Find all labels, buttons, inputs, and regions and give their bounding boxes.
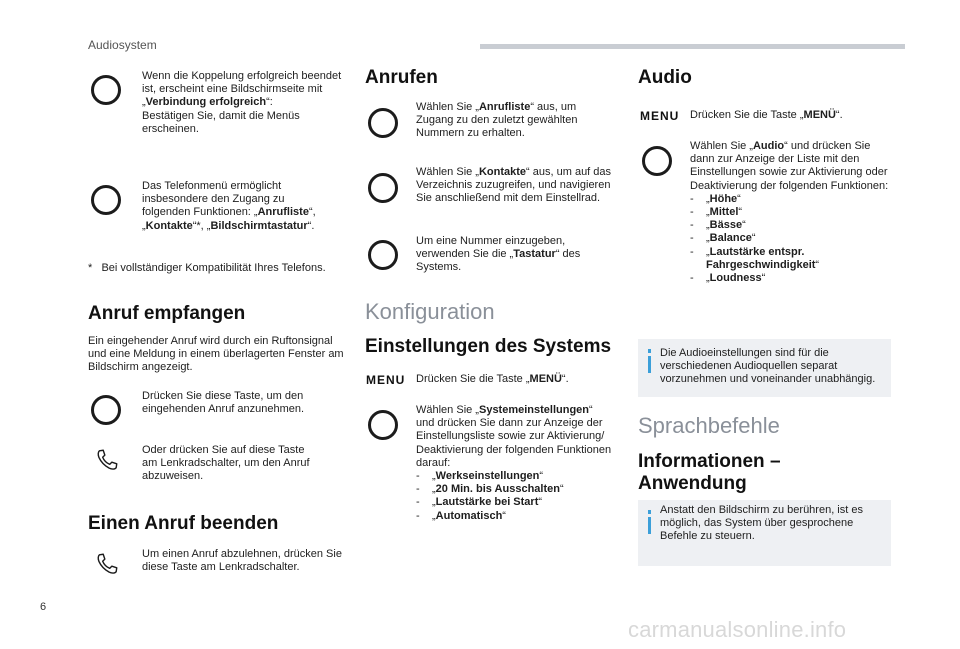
call-list-text: Wählen Sie „Anrufliste“ aus, um Zugang zu den zuletzt gewählten Nummern zu erhalten. [416, 101, 578, 140]
list-item: - „Bässe“ [690, 219, 746, 232]
heading-configuration: Konfiguration [365, 299, 495, 324]
end-call-text: Um einen Anruf abzulehnen, drücken Sie diese Taste am Lenkradschalter. [142, 548, 342, 574]
contacts-text: Wählen Sie „Kontakte“ aus, um auf das Verzeichnis zuzugreifen, und navigieren Sie anschließend mit dem Einstellrad. [416, 166, 612, 205]
phone-handset-icon [94, 447, 120, 473]
list-item: - „Höhe“ [690, 192, 741, 205]
page-number: 6 [40, 601, 47, 613]
section-title-end: Einen Anruf beenden [88, 513, 279, 534]
receive-knob-text: Drücken Sie diese Taste, um den eingehenden Anruf anzunehmen. [142, 390, 305, 416]
list-item: - „Mittel“ [690, 206, 743, 219]
section-title-receive: Anruf empfangen [88, 303, 246, 324]
menu-button-label: MENU [640, 109, 680, 123]
phone-handset-icon [94, 551, 120, 577]
footnote: * Bei vollständiger Kompatibilität Ihres Telefons. [88, 262, 326, 274]
pairing-text: Wenn die Koppelung erfolgreich beendet ist, erscheint eine Bildschirmseite mit „Verbindung erfolgreich“: Bestätigen Sie, damit die Menüs erscheinen. [142, 70, 342, 135]
header-bar [480, 44, 905, 49]
receive-intro: Ein eingehender Anruf wird durch ein Ruftonsignal und eine Meldung in einem überlagerten Fenster am Bildschirm angezeigt. [88, 335, 344, 374]
rotary-knob-icon [368, 410, 398, 440]
watermark: carmanualsonline.info [628, 617, 847, 642]
info-box-audio: Die Audioeinstellungen sind für die verschiedenen Audioquellen separat vorzunehmen und voneinander unabhängig. [638, 339, 891, 397]
header-title: Audiosystem [88, 38, 157, 52]
audio-settings-text: Wählen Sie „Audio“ und drücken Sie dann zur Anzeige der Liste mit den Einstellungen sowie zur Aktivierung oder Deaktivierung der folgenden Funktionen: - „Höhe“ - „Mittel“ - „Bässe“ - „Balance“ - „Lautstärke entspr. Fahrgeschwindigkeit“ - „Loudness“ [690, 140, 895, 285]
section-title-system-settings: Einstellungen des Systems [365, 336, 612, 357]
info-box-voice: Anstatt den Bildschirm zu berühren, ist es möglich, das System über gesprochene Befehle zu steuern. [638, 500, 891, 566]
press-menu-text: Drücken Sie die Taste „MENÜ“. [416, 373, 569, 385]
list-item: - „Lautstärke bei Start“ [416, 496, 543, 509]
list-item: - „Loudness“ [690, 272, 766, 285]
rotary-knob-icon [368, 108, 398, 138]
list-item: - „Lautstärke entspr. Fahrgeschwindigkeit“ [690, 245, 820, 271]
section-title-call: Anrufen [365, 67, 438, 88]
rotary-knob-icon [642, 146, 672, 176]
rotary-knob-icon [368, 240, 398, 270]
list-item: - „Werkseinstellungen“ [416, 470, 544, 483]
section-title-audio: Audio [638, 67, 692, 88]
rotary-knob-icon [91, 395, 121, 425]
info-icon [648, 349, 651, 373]
system-settings-text: Wählen Sie „Systemeinstellungen“ und drücken Sie dann zur Anzeige der Einstellungsliste sowie zur Aktivierung/ Deaktivierung der folgenden Funktionen darauf: - „Werkseinstellungen“ - „20 Min. bis Ausschalten“ - „Lautstärke bei Start“ - „Automatisch“ [416, 404, 621, 523]
rotary-knob-icon [91, 75, 121, 105]
info-icon [648, 510, 651, 534]
rotary-knob-icon [368, 173, 398, 203]
menu-button-label: MENU [366, 373, 406, 387]
heading-voice-commands: Sprachbefehle [638, 413, 780, 438]
list-item: - „20 Min. bis Ausschalten“ [416, 483, 564, 496]
list-item: - „Automatisch“ [416, 509, 506, 522]
rotary-knob-icon [91, 185, 121, 215]
list-item: - „Balance“ [690, 232, 756, 245]
section-title-info-usage: Informationen – Anwendung [638, 451, 781, 494]
keypad-text: Um eine Nummer einzugeben, verwenden Sie die „Tastatur“ des Systems. [416, 235, 581, 274]
press-menu-text: Drücken Sie die Taste „MENÜ“. [690, 109, 843, 121]
phone-menu-text: Das Telefonmenü ermöglicht insbesondere den Zugang zu folgenden Funktionen: „Anrufliste“, „Kontakte“*, „Bildschirmtastatur“. [142, 180, 316, 232]
receive-phone-text: Oder drücken Sie auf diese Taste am Lenkradschalter, um den Anruf abzuweisen. [142, 444, 310, 483]
